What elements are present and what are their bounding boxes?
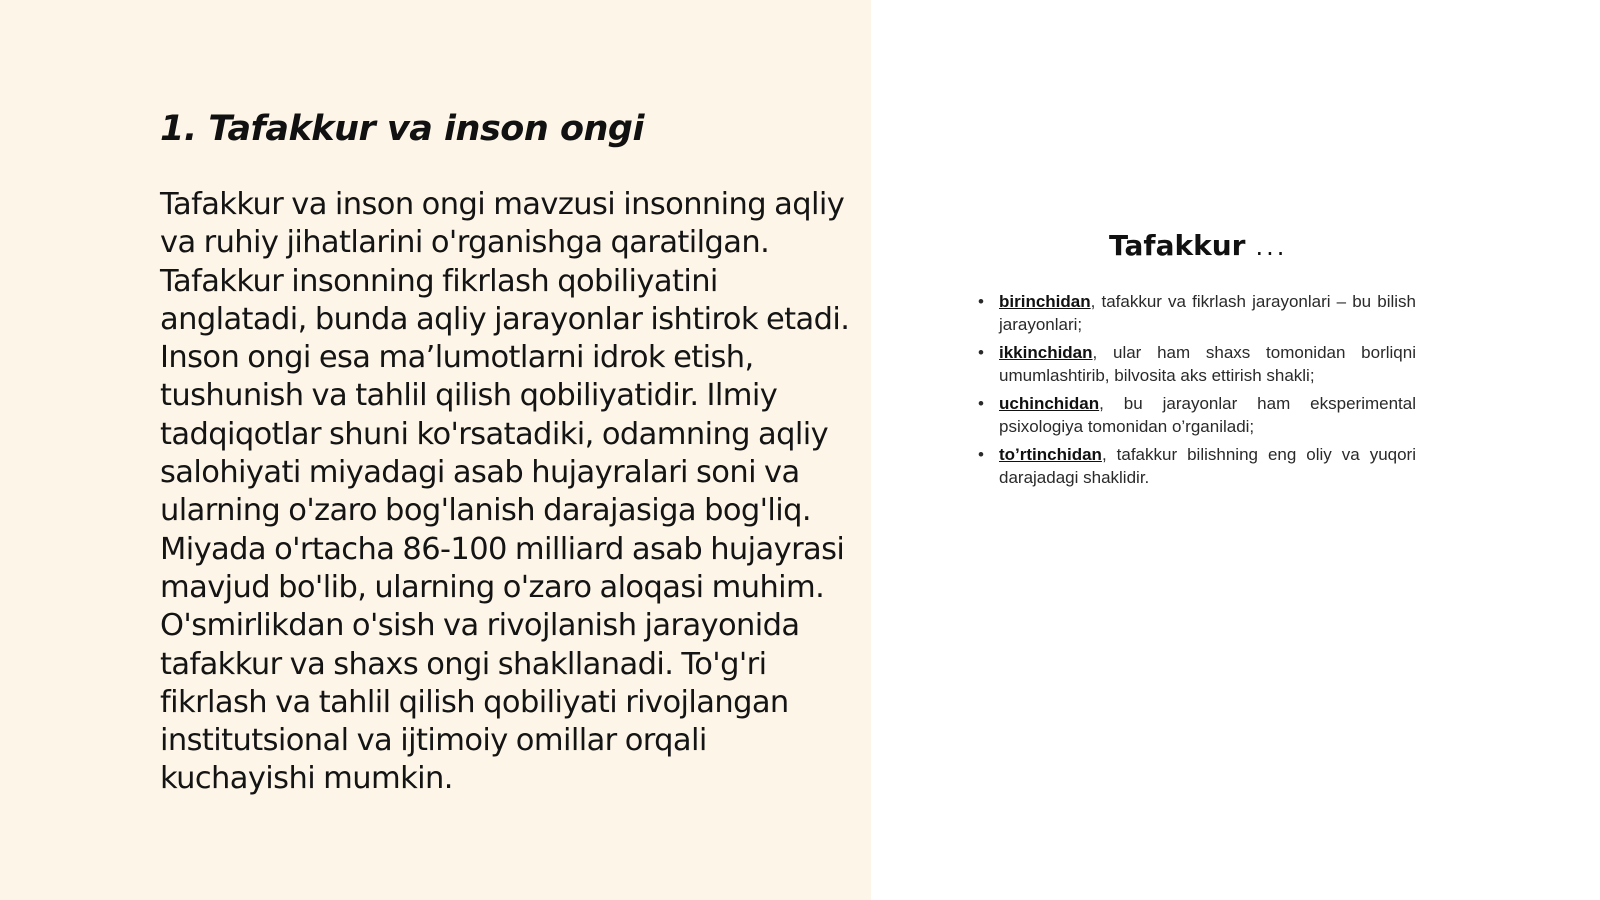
slide-body-text: Tafakkur va inson ongi mavzusi insonning aqliy va ruhiy jihatlarini o'rganishga qaratilgan. Tafakkur insonning fikrlash qobiliyatini anglatadi, bunda aqliy jarayonlar ishtirok etadi. Inson ongi esa ma’lumotlarni idrok etish, tushunish va tahlil qilish qobiliyatidir. Ilmiy tadqiqotlar shuni ko'rsatadiki, odamning aqliy salohiyati miyadagi asab hujayralari soni va ularning o'zaro bog'lanish darajasiga bog'liq. Miyada o'rtacha 86-100 milliard asab hujayrasi mavjud bo'lib, ularning o'zaro aloqasi muhim. O'smirlikdan o'sish va rivojlanish jarayonida tafakkur va shaxs ongi shakllanadi. To'g'ri fikrlash va tahlil qilish qobiliyati rivojlangan institutsional va ijtimoiy omillar orqali kuchayishi mumkin. <box>160 187 850 797</box>
item-lead: to’rtinchidan <box>999 445 1102 464</box>
list-item <box>968 290 1416 336</box>
image-title <box>1109 228 1287 265</box>
item-text: , tafakkur bilishning eng oliy va yuqori darajadagi shaklidir. <box>999 445 1416 487</box>
bullet-icon: • <box>978 394 984 413</box>
image-title-text: Tafakkur <box>1109 229 1246 262</box>
item-lead: uchinchidan <box>999 394 1100 413</box>
item-text: , ular ham shaxs tomonidan borliqni umumlashtirib, bilvosita aks ettirish shakli; <box>999 343 1416 385</box>
bullet-icon: • <box>978 292 984 311</box>
tafakkur-image <box>968 218 1418 498</box>
item-text: , bu jarayonlar ham eksperimental psixologiya tomonidan o’rganiladi; <box>999 394 1416 436</box>
list-item <box>968 341 1416 387</box>
bullet-icon: • <box>978 445 984 464</box>
list-item <box>968 443 1416 489</box>
image-bullet-list <box>968 290 1416 494</box>
item-text: , tafakkur va fikrlash jarayonlari – bu bilish jarayonlari; <box>999 292 1416 334</box>
item-lead: ikkinchidan <box>999 343 1093 362</box>
item-lead: birinchidan <box>999 292 1091 311</box>
slide-title: 1. Tafakkur va inson ongi <box>160 109 644 149</box>
image-title-ellipsis: ... <box>1255 233 1288 261</box>
list-item <box>968 392 1416 438</box>
bullet-icon: • <box>978 343 984 362</box>
